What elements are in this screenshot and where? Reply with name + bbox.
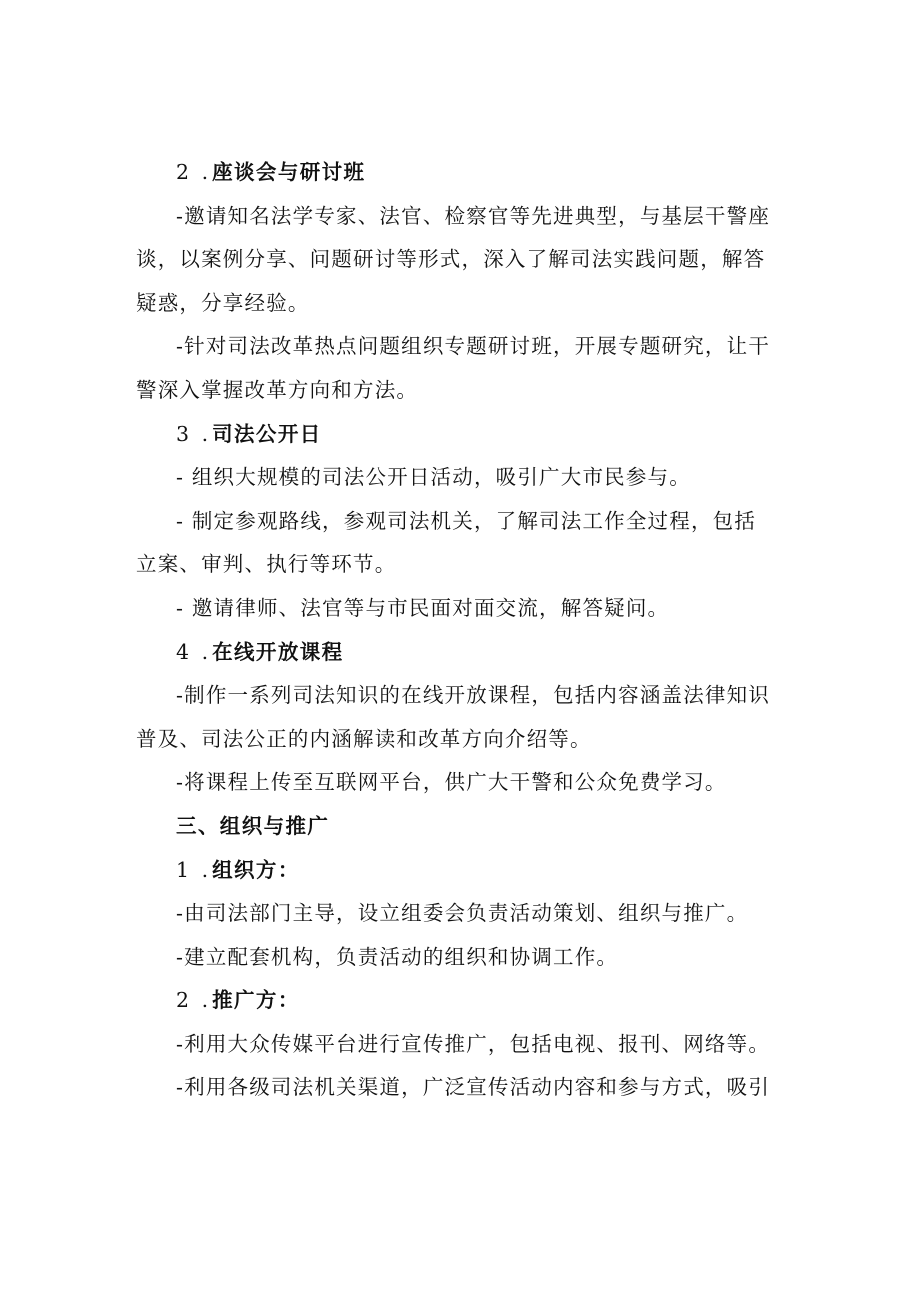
paragraph-line: 疑惑，分享经验。 xyxy=(136,290,310,315)
paragraph-line: 普及、司法公正的内涵解读和改革方向介绍等。 xyxy=(136,726,592,751)
paragraph xyxy=(136,761,776,805)
section-heading xyxy=(136,631,776,675)
paragraph-line: 谈，以案例分享、问题研讨等形式，深入了解司法实践问题，解答 xyxy=(136,247,766,272)
paragraph-line: -利用大众传媒平台进行宣传推广，包括电视、报刊、网络等。 xyxy=(176,1031,771,1056)
section-heading xyxy=(136,151,776,195)
paragraph xyxy=(136,500,776,587)
paragraph xyxy=(136,1023,776,1067)
heading-text: 推广方： xyxy=(212,988,300,1013)
heading-text: 组织方： xyxy=(212,857,300,882)
paragraph-line: -将课程上传至互联网平台，供广大干警和公众免费学习。 xyxy=(176,770,727,795)
paragraph-line: -利用各级司法机关渠道，广泛宣传活动内容和参与方式，吸引 xyxy=(176,1075,771,1100)
paragraph-line: 警深入掌握改革方向和方法。 xyxy=(136,377,419,402)
paragraph-line: - 邀请律师、法官等与市民面对面交流，解答疑问。 xyxy=(176,595,670,620)
paragraph xyxy=(136,456,776,500)
heading-separator: . xyxy=(201,988,213,1013)
paragraph-line: - 制定参观路线，参观司法机关，了解司法工作全过程，包括 xyxy=(176,508,757,533)
paragraph xyxy=(136,587,776,631)
paragraph-line: -邀请知名法学专家、法官、检察官等先进典型，与基层干警座 xyxy=(176,203,771,228)
heading-separator: . xyxy=(201,421,213,446)
section-heading xyxy=(136,413,776,457)
chapter-heading: 三、组织与推广 xyxy=(176,813,330,838)
section-heading xyxy=(136,849,776,893)
heading-number: 1 xyxy=(176,857,194,882)
heading-number: 2 xyxy=(176,160,194,184)
paragraph-line: - 组织大规模的司法公开日活动，吸引广大市民参与。 xyxy=(176,465,691,490)
paragraph xyxy=(136,1066,776,1110)
paragraph xyxy=(136,892,776,936)
heading-number: 2 xyxy=(176,988,194,1013)
paragraph xyxy=(136,674,776,761)
paragraph-line: -由司法部门主导，设立组委会负责活动策划、组织与推广。 xyxy=(176,901,749,926)
paragraph xyxy=(136,195,776,326)
heading-separator: . xyxy=(201,857,213,882)
heading-separator: . xyxy=(201,639,213,664)
paragraph-line: -制作一系列司法知识的在线开放课程，包括内容涵盖法律知识 xyxy=(176,683,771,708)
heading-text: 司法公开日 xyxy=(212,421,322,446)
paragraph xyxy=(136,936,776,980)
paragraph-line: -建立配套机构，负责活动的组织和协调工作。 xyxy=(176,944,619,969)
heading-text: 在线开放课程 xyxy=(212,639,344,664)
section-heading xyxy=(136,979,776,1023)
heading-text: 座谈会与研讨班 xyxy=(212,160,366,184)
heading-number: 3 xyxy=(176,421,194,446)
document-body xyxy=(136,151,776,1110)
paragraph xyxy=(136,325,776,412)
paragraph-line: -针对司法改革热点问题组织专题研讨班，开展专题研究，让干 xyxy=(176,334,771,359)
heading-separator: . xyxy=(201,160,213,184)
heading-number: 4 xyxy=(176,639,194,664)
paragraph-line: 立案、审判、执行等环节。 xyxy=(136,552,397,577)
